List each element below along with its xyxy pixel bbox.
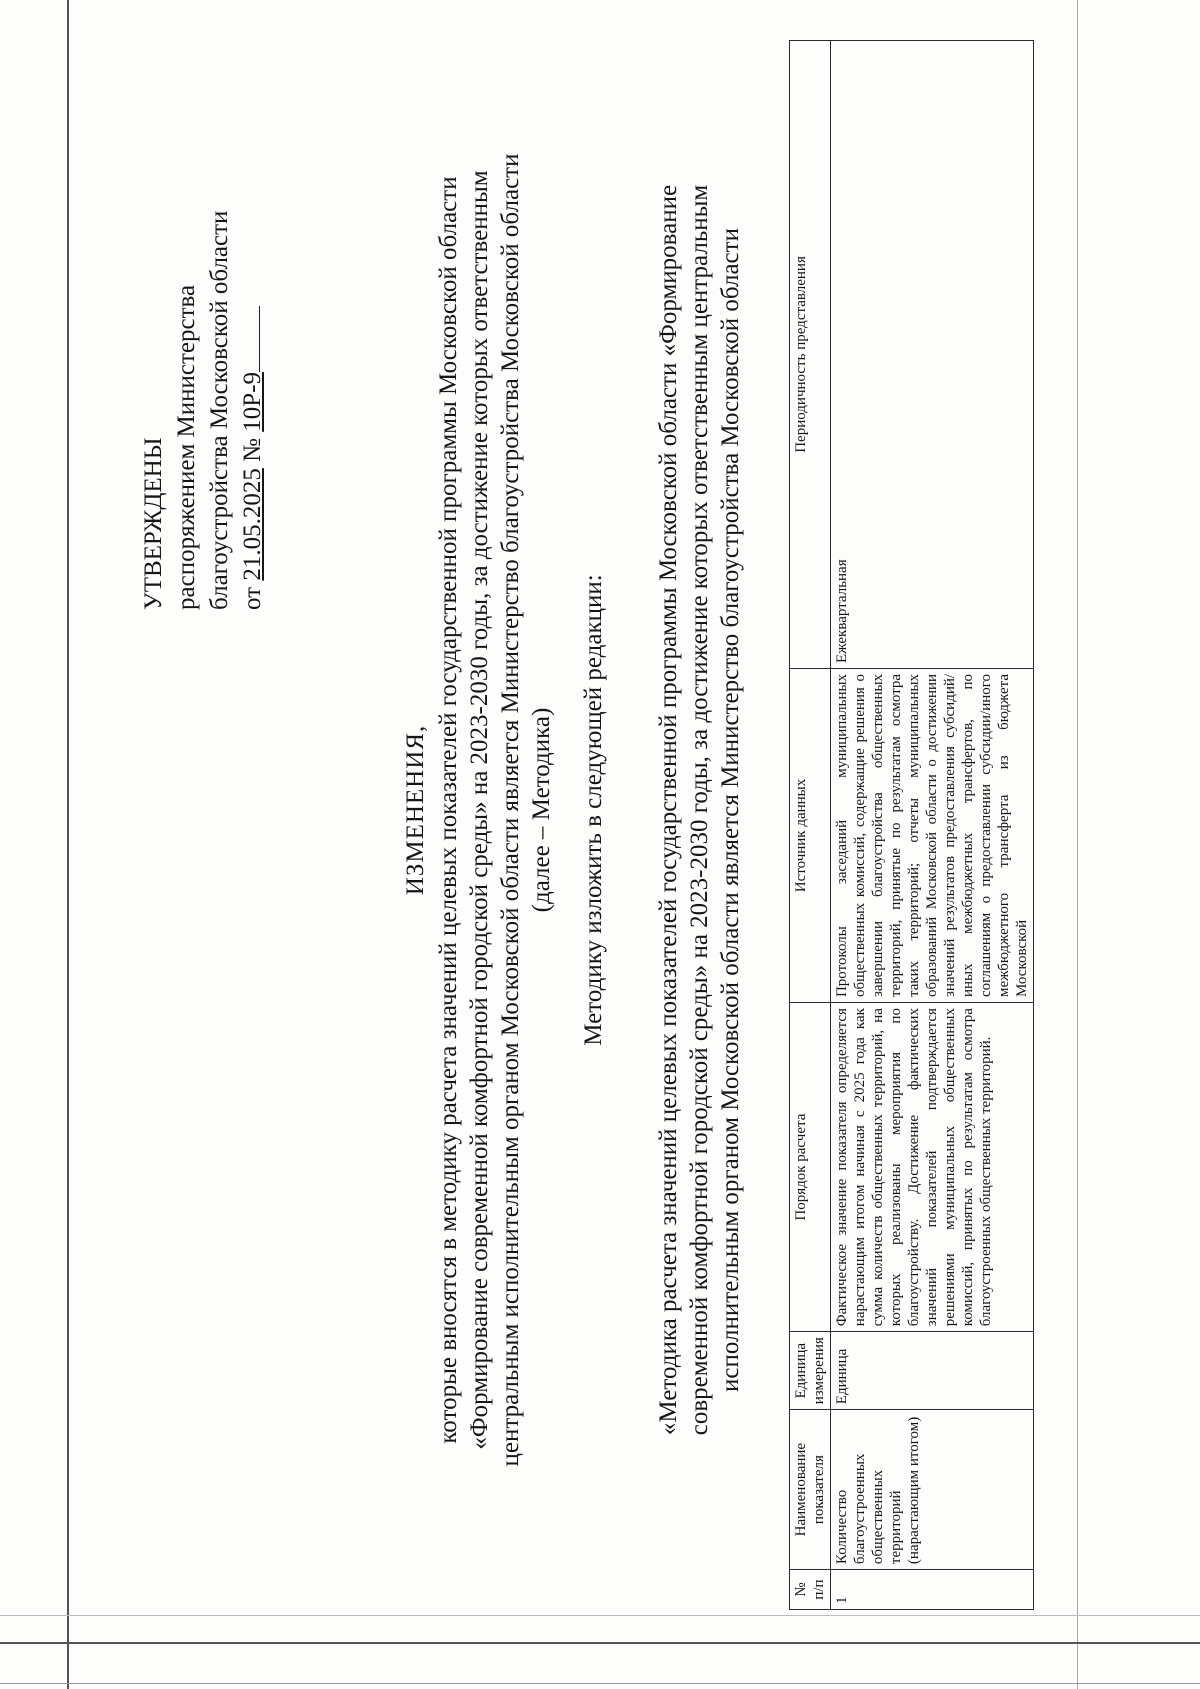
instruction-text: Методику изложить в следующей редакции: — [580, 574, 607, 1046]
scan-edge-bottom-faint — [0, 1615, 1200, 1616]
cell-unit: Единица — [831, 1332, 1034, 1410]
cell-data-source: Протоколы заседаний муниципальных общественных комиссий, содержащие решения о завершении благоустройства общественных территорий, принятые по результатам осмотра таких территорий; отчеты муниципальных образований Московской области о достижении значений результатов предоставления субсидий/иных межбюджетных трансфертов, по соглашениям о предоставлении субсидии/иного межбюджетного трансферта из бюджета Московской — [831, 668, 1034, 1002]
header-data-source: Источник данных — [790, 668, 831, 1002]
scan-edge-right — [1077, 0, 1078, 1689]
approval-underline-fill — [237, 306, 260, 372]
approval-heading: УТВЕРЖДЕНЫ — [140, 437, 167, 610]
header-calculation: Порядок расчета — [790, 1003, 831, 1332]
table-row — [831, 41, 1034, 1610]
scan-edge-left — [67, 0, 69, 1689]
approval-number: 10Р-9 — [239, 372, 266, 432]
approval-stamp-block — [137, 50, 269, 610]
cell-number: 1 — [831, 1570, 1034, 1610]
cell-indicator-name: Количество благоустроенных общественных территорий (нарастающим итогом) — [831, 1410, 1034, 1570]
changes-title: ИЗМЕНЕНИЯ, — [402, 724, 429, 896]
cell-calculation: Фактическое значение показателя определяется нарастающим итогом начиная с 2025 года как сумма количеств общественных территорий, на которых реализованы мероприятия по благоустройству. Достижение фактических значений показателей подтверждается решениями муниципальных общественных комиссий, принятых по результатам осмотра благоустроенных общественных территорий. — [831, 1003, 1034, 1332]
approval-number-prefix: № — [239, 438, 266, 462]
header-unit: Единица измерения — [790, 1332, 831, 1410]
approval-from-prefix: от — [239, 586, 266, 610]
table-header-row — [790, 41, 831, 1610]
methodology-title: «Методика расчета значений целевых показателей государственной программы Московской области «Формирование современной комфортной городской среды» на 2023-2030 годы, за достижение которых ответственным центральным исполнительным органом Московской области является Министерство благоустройства Московской области — [655, 184, 744, 1436]
approval-date: 21.05.2025 — [239, 468, 266, 581]
scan-edge-bottom-lower — [0, 1683, 1200, 1684]
header-indicator-name: Наименование показателя — [790, 1410, 831, 1570]
scan-edge-bottom — [0, 1642, 1200, 1644]
approval-line-1: распоряжением Министерства — [173, 284, 200, 610]
changes-body: которые вносятся в методику расчета значений целевых показателей государственной программы Московской области «Формирование современной комфортной городской среды» на 2023-2030 годы, за достижение которых ответственным центральным исполнительным органом Московской области является Министерство благоустройства Московской области (далее – Методика) — [435, 153, 555, 1467]
approval-date-line — [236, 50, 269, 610]
header-periodicity: Периодичность представления — [790, 41, 831, 669]
cell-periodicity: Ежеквартальная — [831, 41, 1034, 669]
indicators-table — [789, 40, 1034, 1610]
approval-line-2: благоустройства Московской области — [206, 210, 233, 610]
header-number: № п/п — [790, 1570, 831, 1610]
rotated-document-page — [75, 10, 1075, 1610]
